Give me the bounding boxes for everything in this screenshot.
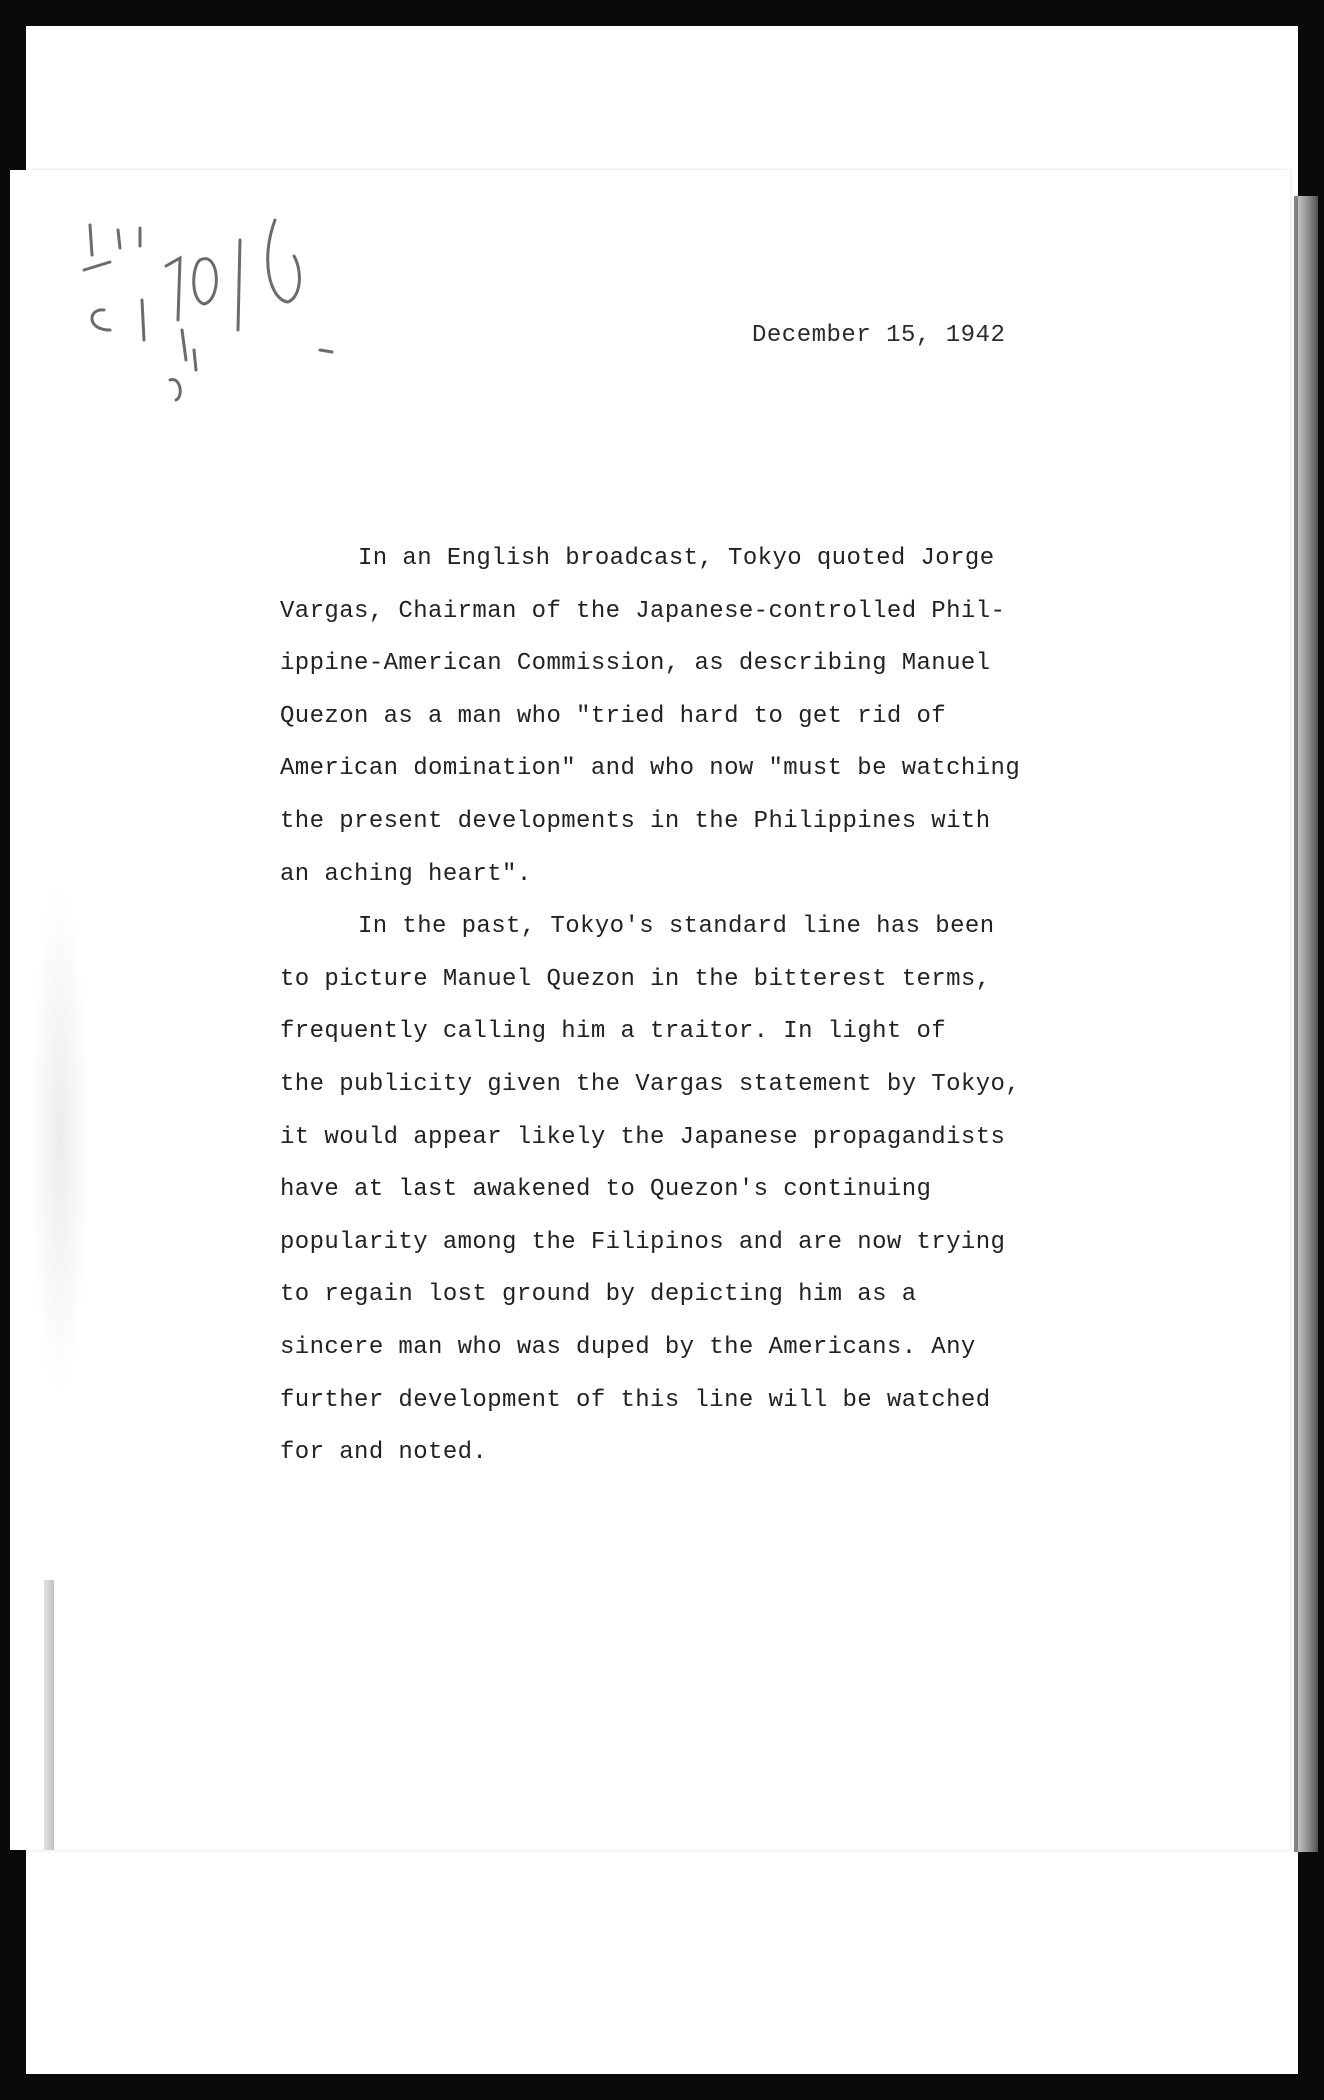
text-line: for and noted. bbox=[280, 1439, 488, 1467]
text-line: an aching heart". bbox=[280, 860, 532, 888]
document-date: December 15, 1942 bbox=[752, 322, 1006, 349]
text-line: sincere man who was duped by the Americans. Any bbox=[280, 1333, 976, 1361]
scan-edge-mark bbox=[44, 1580, 54, 1850]
text-line: the present developments in the Philippines with bbox=[280, 807, 991, 835]
handwritten-annotation bbox=[70, 200, 350, 410]
page-edge-line bbox=[1294, 196, 1298, 1852]
text-line: frequently calling him a traitor. In light of bbox=[280, 1018, 947, 1046]
document-body bbox=[280, 533, 1100, 1480]
text-line: to regain lost ground by depicting him as a bbox=[280, 1281, 917, 1309]
text-line: it would appear likely the Japanese propagandists bbox=[280, 1123, 1006, 1151]
paragraph-1 bbox=[280, 533, 1100, 901]
text-line: further development of this line will be watched bbox=[280, 1386, 991, 1414]
text-line: American domination" and who now "must be watching bbox=[280, 755, 1021, 783]
scan-smudge bbox=[30, 880, 90, 1400]
text-line: the publicity given the Vargas statement by Tokyo, bbox=[280, 1070, 1021, 1098]
text-line: ippine-American Commission, as describing Manuel bbox=[280, 650, 991, 678]
text-line: have at last awakened to Quezon's continuing bbox=[280, 1176, 932, 1204]
text-line: In an English broadcast, Tokyo quoted Jorge bbox=[358, 545, 995, 572]
paragraph-2 bbox=[280, 901, 1100, 1480]
text-line: popularity among the Filipinos and are now trying bbox=[280, 1228, 1006, 1256]
text-line: In the past, Tokyo's standard line has been bbox=[358, 913, 995, 941]
text-line: Quezon as a man who "tried hard to get rid of bbox=[280, 702, 947, 730]
text-line: Vargas, Chairman of the Japanese-controlled Phil- bbox=[280, 597, 1006, 625]
text-line: to picture Manuel Quezon in the bitterest terms, bbox=[280, 965, 991, 993]
